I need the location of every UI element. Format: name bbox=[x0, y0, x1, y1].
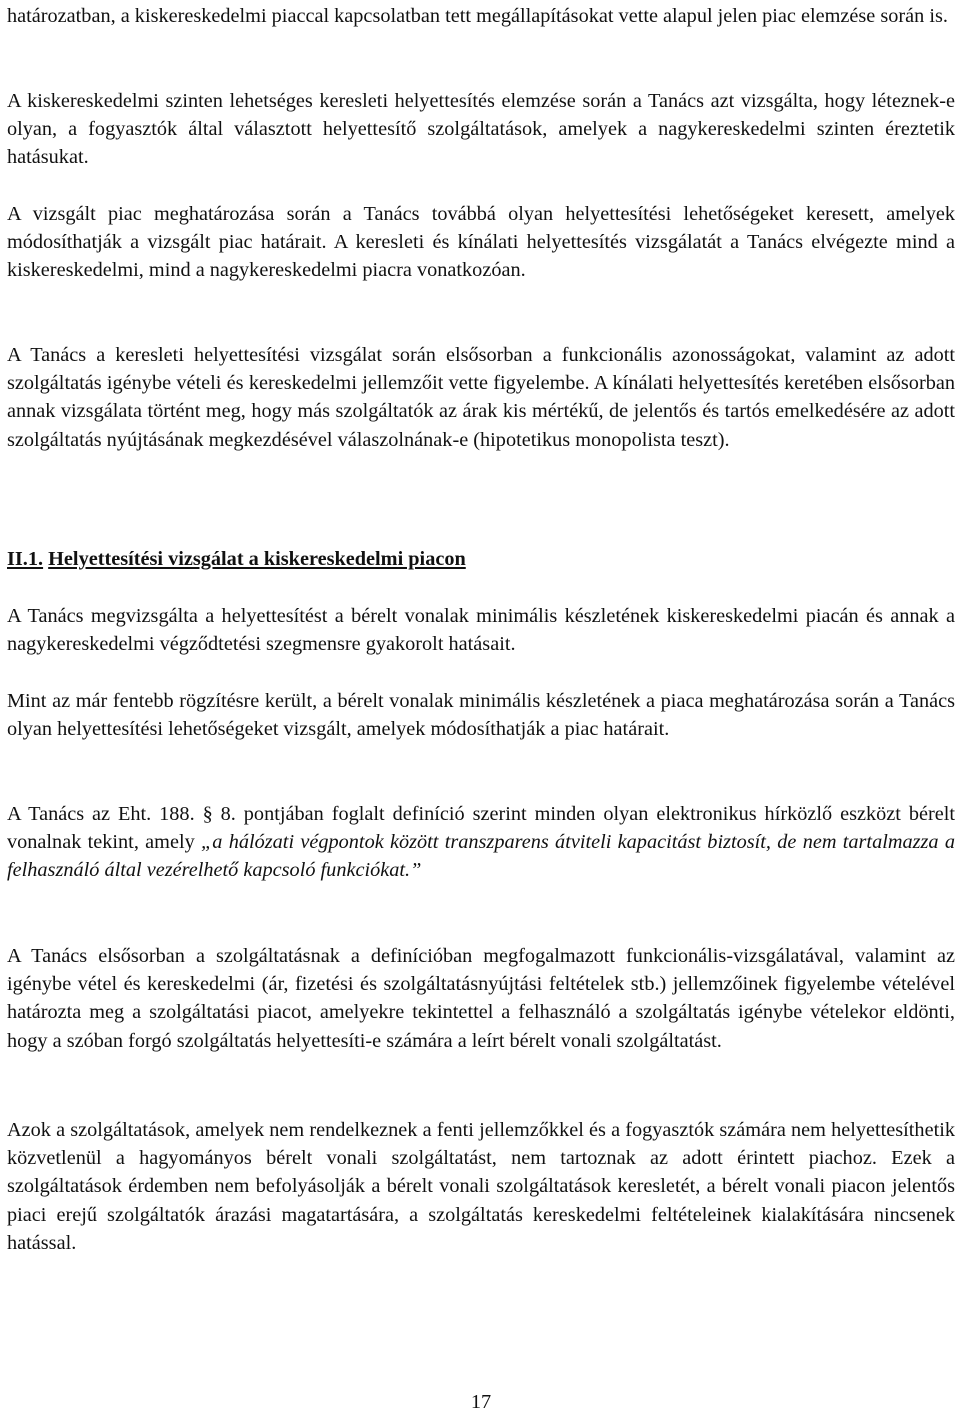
page-number: 17 bbox=[470, 1391, 492, 1413]
paragraph-substitution-options: Mint az már fentebb rögzítésre került, a bérelt vonalak minimális készletének a piaca meghatározása során a Tanács olyan helyettesítési lehetőségeket vizsgált, amelyek módosíthatják a piac határait. bbox=[7, 690, 955, 741]
paragraph-functional-review: A Tanács elsősorban a szolgáltatásnak a definícióban megfogalmazott funkcionális-vizsgálatával, valamint az igénybe vétel és kereskedelmi (ár, fizetési és szolgáltatásnyújtási feltételek stb.) jellemzőinek figyelembe vételével határozta meg a szolgáltatási piacot, amelyekre tekintettel a felhasználó a szolgáltatás igénybe vételekor eldönti, hogy a szóban forgó szolgáltatás helyettesíti-e számára a leírt bérelt vonali szolgáltatást. bbox=[7, 945, 955, 1052]
paragraph-definition bbox=[7, 800, 955, 885]
paragraph-market-definition: A vizsgált piac meghatározása során a Tanács továbbá olyan helyettesítési lehetőségeket keresett, amelyek módosíthatják a vizsgált piac határait. A keresleti és kínálati helyettesítés vizsgálatát a Tanács elvégezte mind a kiskereskedelmi, mind a nagykereskedelmi piacra vonatkozóan. bbox=[7, 203, 955, 282]
paragraph-supply-substitution: A Tanács a keresleti helyettesítési vizsgálat során elsősorban a funkcionális azonosságokat, valamint az adott szolgáltatás igénybe vételi és kereskedelmi jellemzőit vette figyelembe. A kínálati helyettesítés keretében elsősorban annak vizsgálata történt meg, hogy más szolgáltatók az árak kis mértékű, de jelentős és tartós emelkedésére az adott szolgáltatás nyújtásának megkezdésével válaszolnának-e (hipotetikus monopolista teszt). bbox=[7, 344, 955, 451]
paragraph-demand-substitution: A kiskereskedelmi szinten lehetséges keresleti helyettesítés elemzése során a Tanács azt vizsgálta, hogy léteznek-e olyan, a fogyasztók által választott helyettesítő szolgáltatások, amelyek a nagykereskedelmi szinten éreztetik hatásukat. bbox=[7, 90, 955, 169]
section-number: II.1. bbox=[7, 548, 44, 570]
paragraph-excluded-services: Azok a szolgáltatások, amelyek nem rendelkeznek a fenti jellemzőkkel és a fogyasztók számára nem helyettesíthetik közvetlenül a hagyományos bérelt vonali szolgáltatást, nem tartoznak az adott érintett piachoz. Ezek a szolgáltatások érdemben nem befolyásolják a bérelt vonali szolgáltatások keresletét, a bérelt vonali piacon jelentős piaci erejű szolgáltatók árazási magatartására, a szolgáltatás kereskedelmi feltételeinek kialakítására nincsenek hatással. bbox=[7, 1119, 955, 1254]
paragraph-intro-continuation: határozatban, a kiskereskedelmi piaccal kapcsolatban tett megállapításokat vette alapul jelen piac elemzése során is. bbox=[7, 5, 948, 27]
section-heading bbox=[7, 545, 955, 573]
paragraph-retail-review: A Tanács megvizsgálta a helyettesítést a bérelt vonalak minimális készletének kiskereskedelmi piacán és annak a nagykereskedelmi végződtetési szegmensre gyakorolt hatásait. bbox=[7, 605, 955, 656]
definition-intro: A Tanács az Eht. 188. § 8. pontjában foglalt definíció szerint minden olyan elektronikus hírközlő eszközt bérelt vonalnak tekint, amely bbox=[7, 803, 955, 854]
section-title: Helyettesítési vizsgálat a kiskereskedelmi piacon bbox=[48, 548, 466, 570]
document-page bbox=[7, 0, 955, 1414]
definition-quote: „a hálózati végpontok között transzparens átviteli kapacitást biztosít, de nem tartalmazza a felhasználó által vezérelhető kapcsoló funkciókat.” bbox=[7, 831, 955, 882]
